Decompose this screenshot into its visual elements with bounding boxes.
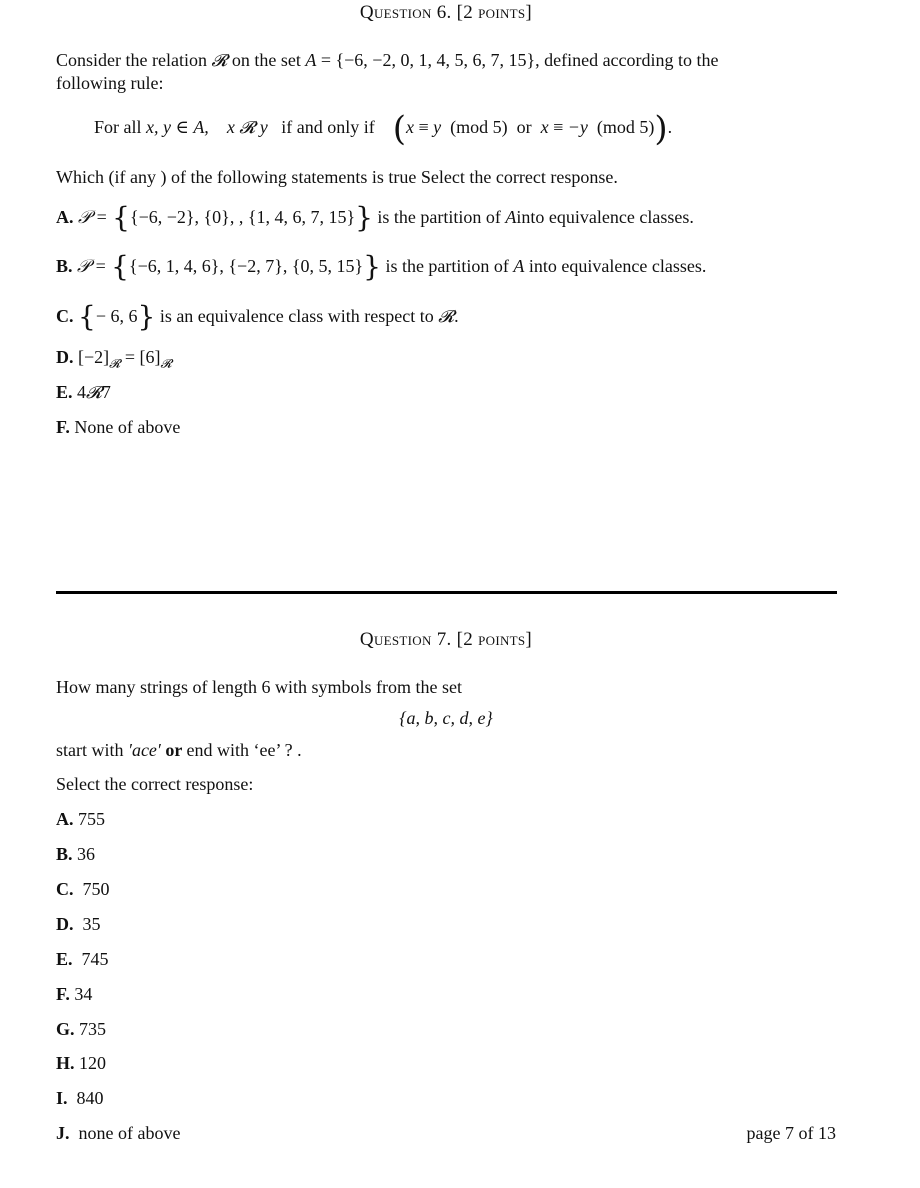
q7-option-h[interactable] [56, 1052, 836, 1074]
q7-option-g[interactable] [56, 1018, 836, 1040]
q7-title-word: Question [359, 629, 432, 650]
option-value: none of above [78, 1123, 181, 1143]
q7-option-f[interactable] [56, 983, 836, 1005]
page-total: 13 [818, 1123, 836, 1143]
q7-option-e[interactable] [56, 948, 836, 970]
option-value: 36 [77, 844, 96, 864]
q7-option-c[interactable] [56, 878, 836, 900]
section-divider [56, 591, 837, 594]
option-text: is an equivalence class with respect to [159, 306, 439, 326]
q6-intro-mid: on the set [227, 50, 306, 70]
rule-or: or [516, 117, 532, 137]
q6-title-points: [2 points] [456, 2, 533, 23]
q6-intro-pre: Consider the relation [56, 50, 212, 70]
option-label: H. [56, 1053, 75, 1073]
q6-option-e[interactable] [56, 381, 836, 404]
option-tail: . [454, 306, 459, 326]
brace-open: { [78, 300, 96, 333]
rule-forall: For all [94, 117, 146, 137]
equals-sign: = [120, 347, 140, 367]
rule-mod1: (mod 5) [450, 117, 508, 137]
q7-line1: How many strings of length 6 with symbols from the set [56, 677, 462, 697]
relation-symbol: 𝓡 [86, 383, 102, 403]
option-tail: into equivalence classes. [524, 256, 707, 276]
q6-option-c[interactable] [56, 300, 836, 333]
q6-title-word: Question [359, 2, 432, 23]
brace-close: } [137, 300, 156, 333]
partition-set: {−6, −2}, {0}, , {1, 4, 6, 7, 15} [129, 207, 356, 227]
option-label: E. [56, 949, 73, 969]
page-word: page [746, 1123, 781, 1143]
rule-rel-y: y [259, 117, 268, 137]
option-label: A. [56, 207, 74, 227]
rule-cond2-lhs: x [540, 117, 549, 137]
option-value: 735 [79, 1019, 107, 1039]
option-value: 745 [81, 949, 109, 969]
q7-set: {a, b, c, d, e} [399, 708, 493, 728]
rule-relation-symbol: 𝓡 [239, 118, 256, 138]
option-label: E. [56, 382, 73, 402]
brace-open: { [112, 201, 130, 234]
rule-open-paren: ( [392, 109, 406, 149]
q7-or: or [160, 740, 187, 760]
rule-close-paren: ) [654, 109, 668, 149]
rule-mod2: (mod 5) [596, 117, 655, 137]
option-text: is the partition of [385, 256, 514, 276]
page-current: 7 [785, 1123, 794, 1143]
relation-subscript: 𝓡 [160, 356, 172, 371]
option-text: None of above [74, 417, 181, 437]
q7-option-a[interactable] [56, 808, 836, 830]
rule-cond1-rhs: y [433, 117, 442, 137]
partition-set: {−6, 1, 4, 6}, {−2, 7}, {0, 5, 15} [128, 256, 364, 276]
set-A-symbol: A [305, 50, 317, 70]
rule-iff: if and only if [281, 117, 375, 137]
option-value: 755 [78, 809, 105, 829]
q7-line3-post: end with ‘ee’ ? . [186, 740, 302, 760]
expr-a: 4 [77, 382, 87, 402]
set-A-definition: = {−6, −2, 0, 1, 4, 5, 6, 7, 15} [316, 50, 536, 70]
q7-option-d[interactable] [56, 913, 836, 935]
q6-intro-post: , defined according to the [535, 50, 719, 70]
q7-option-i[interactable] [56, 1087, 836, 1109]
relation-subscript: 𝓡 [109, 356, 121, 371]
q6-option-b[interactable] [56, 250, 836, 283]
option-label: I. [56, 1088, 68, 1108]
class-expr-right: [6] [139, 347, 161, 367]
option-label: F. [56, 984, 70, 1004]
q7-option-b[interactable] [56, 843, 836, 865]
option-value: 34 [74, 984, 93, 1004]
class-expr-left: [−2] [78, 347, 110, 367]
option-label: C. [56, 879, 74, 899]
q6-title-number: 6. [436, 2, 452, 23]
rule-rel-x: x [226, 117, 235, 137]
page-number [747, 1122, 836, 1144]
q7-prompt: Select the correct response: [56, 774, 254, 794]
option-label: G. [56, 1019, 75, 1039]
relation-symbol: 𝓡 [438, 307, 455, 327]
option-label: D. [56, 347, 74, 367]
option-value: 35 [82, 914, 101, 934]
q7-title-points: [2 points] [456, 629, 533, 650]
option-value: 840 [76, 1088, 104, 1108]
partition-lhs: 𝒫 = [78, 207, 113, 227]
option-label: F. [56, 417, 70, 437]
q6-title [56, 2, 836, 24]
q7-title [56, 629, 836, 651]
option-label: J. [56, 1123, 70, 1143]
option-label: B. [56, 844, 73, 864]
rule-A: A, [193, 117, 209, 137]
q7-ace: ′ace′ [128, 740, 161, 760]
brace-close: } [363, 250, 381, 283]
option-label: C. [56, 306, 74, 326]
q7-option-j[interactable] [56, 1122, 180, 1144]
q7-line3-pre: start with [56, 740, 128, 760]
set-A-symbol: A [505, 207, 517, 227]
q6-intro-line1 [56, 49, 836, 72]
class-set: − 6, 6 [95, 306, 138, 326]
q7-line3 [56, 739, 836, 761]
option-label: D. [56, 914, 74, 934]
q6-rule: For all x, y ∈ A, x 𝓡 y if and only if (x ≡ y (mod 5) or x ≡ −y (mod 5)). [94, 109, 673, 149]
brace-close: } [355, 201, 373, 234]
brace-open: { [111, 250, 129, 283]
rule-cond1-lhs: x [405, 117, 414, 137]
q7-title-number: 7. [436, 629, 452, 650]
of-word: of [798, 1123, 814, 1143]
expr-b: 7 [101, 382, 111, 402]
rule-cond2-rhs: −y [567, 117, 588, 137]
option-value: 750 [82, 879, 110, 899]
option-text: is the partition of [377, 207, 506, 227]
q6-option-a[interactable] [56, 201, 836, 234]
set-A-symbol: A [513, 256, 525, 276]
relation-symbol: 𝓡 [211, 51, 228, 71]
option-label: B. [56, 256, 73, 276]
q6-option-f[interactable] [56, 416, 836, 438]
option-tail: into equivalence classes. [516, 207, 694, 227]
q6-question: Which (if any ) of the following statements is true Select the correct response. [56, 167, 618, 187]
rule-in: ∈ [170, 117, 194, 137]
option-label: A. [56, 809, 74, 829]
q6-option-d[interactable] [56, 346, 836, 375]
partition-lhs: 𝒫 = [77, 256, 112, 276]
rule-vars: x, y [146, 117, 171, 137]
option-value: 120 [79, 1053, 107, 1073]
q6-intro-line2: following rule: [56, 73, 164, 93]
